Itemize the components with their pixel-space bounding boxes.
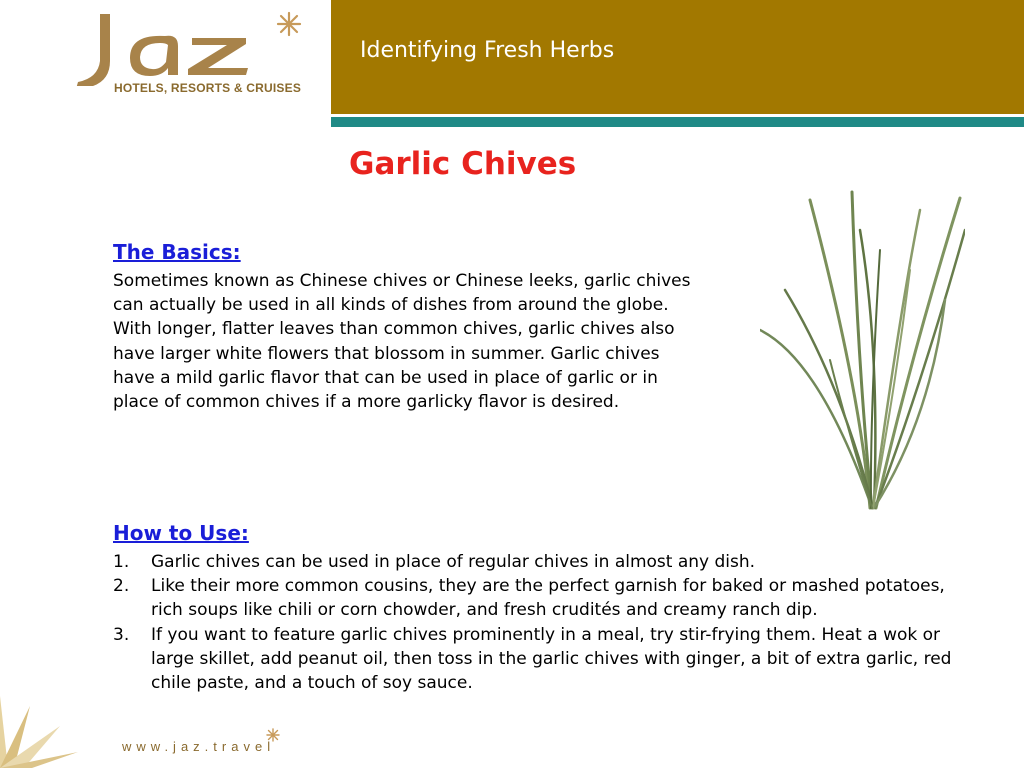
list-item-text: Like their more common cousins, they are the perfect garnish for baked or mashed potatoes, rich soups like chili or corn chowder, and fresh crudités and creamy ranch dip.: [151, 576, 945, 621]
list-item: [113, 574, 973, 622]
basics-heading: The Basics:: [113, 240, 241, 264]
list-item-number: 3.: [113, 624, 130, 645]
list-item-number: 2.: [113, 576, 130, 597]
list-item-text: If you want to feature garlic chives prominently in a meal, try stir-frying them. Heat a wok or large skillet, add peanut oil, then toss in the garlic chives with ginger, a bit of extra garlic, red chile paste, and a touch of soy sauce.: [151, 624, 952, 694]
logo: [0, 0, 330, 128]
list-item-number: 1.: [113, 552, 130, 572]
asterisk-star-icon: [266, 728, 280, 742]
list-item: [113, 623, 973, 696]
asterisk-star-icon: [278, 13, 300, 35]
how-to-use-list: [113, 550, 973, 695]
list-item-text: Garlic chives can be used in place of regular chives in almost any dish.: [151, 552, 756, 572]
how-to-use-heading: How to Use:: [113, 521, 249, 545]
header-title: Identifying Fresh Herbs: [360, 38, 615, 63]
slide-title: Garlic Chives: [349, 146, 577, 182]
gold-rays-decoration: [0, 676, 80, 768]
list-item: [113, 550, 973, 574]
logo-subtitle: HOTELS, RESORTS & CRUISES: [114, 81, 302, 95]
footer-url: www.jaz.travel: [122, 739, 276, 754]
jaz-logo-wordmark: [70, 6, 310, 86]
header-divider: [331, 117, 1024, 127]
basics-text: Sometimes known as Chinese chives or Chinese leeks, garlic chives can actually be used in all kinds of dishes from around the globe. With longer, flatter leaves than common chives, garlic chives also have larger white flowers that blossom in summer. Garlic chives have a mild garlic flavor that can be used in place of garlic or in place of common chives if a more garlicky flavor is desired.: [113, 271, 691, 413]
garlic-chives-image: [760, 190, 965, 510]
header-bar: [331, 0, 1024, 114]
